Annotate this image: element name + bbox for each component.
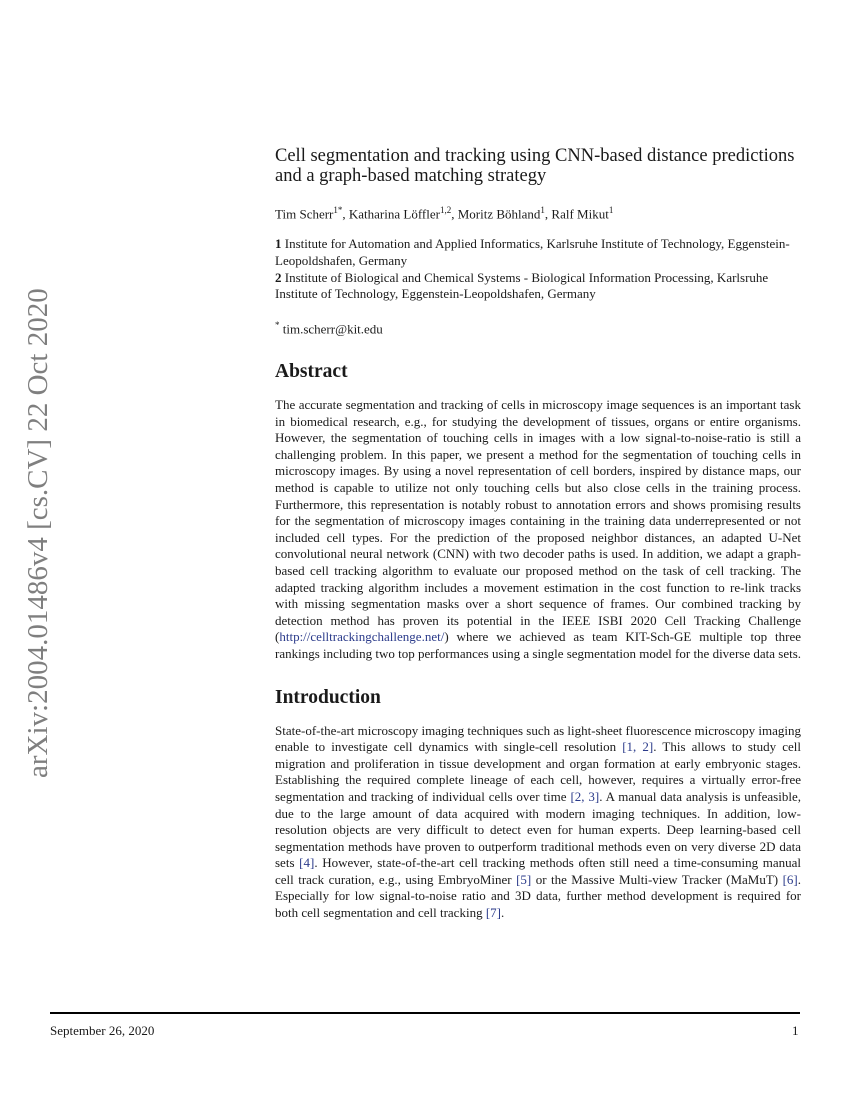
footer-rule: [50, 1012, 800, 1014]
affiliation-text: Institute for Automation and Applied Informatics, Karlsruhe Institute of Technology, Eggenstein-Leopoldshafen, Germany: [275, 236, 790, 268]
introduction-text-part: .: [501, 905, 505, 921]
page-number: 1: [792, 1023, 799, 1038]
author-affiliation-mark: 1: [540, 205, 545, 215]
citation-link[interactable]: [6]: [782, 871, 798, 887]
author-affiliation-mark: 1: [608, 205, 614, 215]
citation-link[interactable]: [4]: [299, 855, 315, 871]
affiliation-number: 1: [275, 236, 282, 252]
abstract-text-part: ) where we achieved as team KIT-Sch-GE multiple top three rankings including two top performances using a single segmentation model for the diverse data sets.: [275, 629, 802, 661]
email-address: tim.scherr@kit.edu: [282, 321, 383, 337]
affiliation: [275, 270, 801, 303]
citation-link[interactable]: [5]: [516, 871, 532, 887]
introduction-heading: Introduction: [275, 686, 381, 708]
corresponding-mark: *: [275, 319, 280, 330]
abstract-heading: Abstract: [275, 361, 348, 383]
arxiv-identifier: arXiv:2004.01486v4 [cs.CV] 22 Oct 2020: [22, 288, 54, 778]
paper-title: Cell segmentation and tracking using CNN-based distance predictions and a graph-based matching strategy: [275, 146, 795, 186]
introduction-text-part: . However, state-of-the-art cell tracking methods often still need a time-consuming manual cell track curation, e.g., using EmbryoMiner: [275, 855, 802, 887]
challenge-link[interactable]: http://celltrackingchallenge.net/: [279, 629, 445, 645]
introduction-text-part: . This allows to study cell migration and proliferation in tissue development and organ formation at early embryonic stages. Establishing the required complete lineage of each cell, however, requires a virtually error-free segmentation and tracking of individual cells over time: [275, 739, 801, 804]
author-affiliation-mark: 1*: [333, 205, 343, 215]
corresponding-email: [275, 317, 801, 337]
affiliation-number: 2: [275, 269, 282, 285]
author: Ralf Mikut: [551, 206, 609, 222]
introduction-text-part: State-of-the-art microscopy imaging techniques such as light-sheet fluorescence microscopy imaging enable to investigate cell dynamics with single-cell resolution: [275, 722, 801, 755]
citation-link[interactable]: [2, 3]: [570, 788, 600, 804]
introduction-text-part: . A manual data analysis is unfeasible, due to the large amount of data acquired with modern imaging techniques. In addition, low-resolution objects are very difficult to detect even for human experts. Deep learning-based cell segmentation methods have proven to outperform traditional methods even on very diverse 2D data sets: [275, 788, 801, 871]
author-list: Tim Scherr$^{1*}$, Katharina Löffler$^{1,2}$, Moritz Böhland$^1$, Ralf Mikut$^1$: [275, 205, 614, 222]
introduction-text: [275, 723, 801, 922]
author-affiliation-mark: 1,2: [439, 205, 452, 215]
introduction-text-part: or the Massive Multi-view Tracker (MaMuT): [531, 871, 783, 887]
citation-link[interactable]: [7]: [485, 905, 501, 921]
affiliation-text: Institute of Biological and Chemical Systems - Biological Information Processing, Karlsruhe Institute of Technology, Eggenstein-Leopoldshafen, Germany: [275, 269, 769, 302]
affiliation: [275, 236, 801, 269]
author: Tim Scherr: [275, 206, 334, 222]
footer-date: September 26, 2020: [50, 1023, 155, 1038]
citation-link[interactable]: [1, 2]: [622, 739, 654, 755]
author: Katharina Löffler: [348, 206, 440, 222]
abstract-text: [275, 397, 801, 663]
abstract-text-part: The accurate segmentation and tracking of cells in microscopy image sequences is an important task in biomedical research, e.g., for studying the development of tissues, organs or entire organisms. However, the segmentation of touching cells in images with a low signal-to-noise-ratio is still a challenging problem. In this paper, we present a method for the segmentation of touching cells in microscopy images. By using a novel representation of cell borders, inspired by distance maps, our method is capable to utilize not only touching cells but also close cells in the training process. Furthermore, this representation is notably robust to annotation errors and shows promising results for the segmentation of microscopy images containing in the training data underrepresented or not included cell types. For the prediction of the proposed neighbor distances, an adapted U-Net convolutional neural network (CNN) with two decoder paths is used. In addition, we adapt a graph-based cell tracking algorithm to evaluate our proposed method on the task of cell tracking. The adapted tracking algorithm includes a movement estimation in the cost function to re-link tracks with missing segmentation masks over a short sequence of frames. Our combined tracking by detection method has proven its potential in the IEEE ISBI 2020 Cell Tracking Challenge (: [275, 397, 801, 645]
introduction-text-part: . Especially for low signal-to-noise ratio and 3D data, further method development is required for both cell segmentation and cell tracking: [275, 871, 801, 921]
author: Moritz Böhland: [457, 206, 541, 222]
paper-first-page: [275, 146, 801, 922]
